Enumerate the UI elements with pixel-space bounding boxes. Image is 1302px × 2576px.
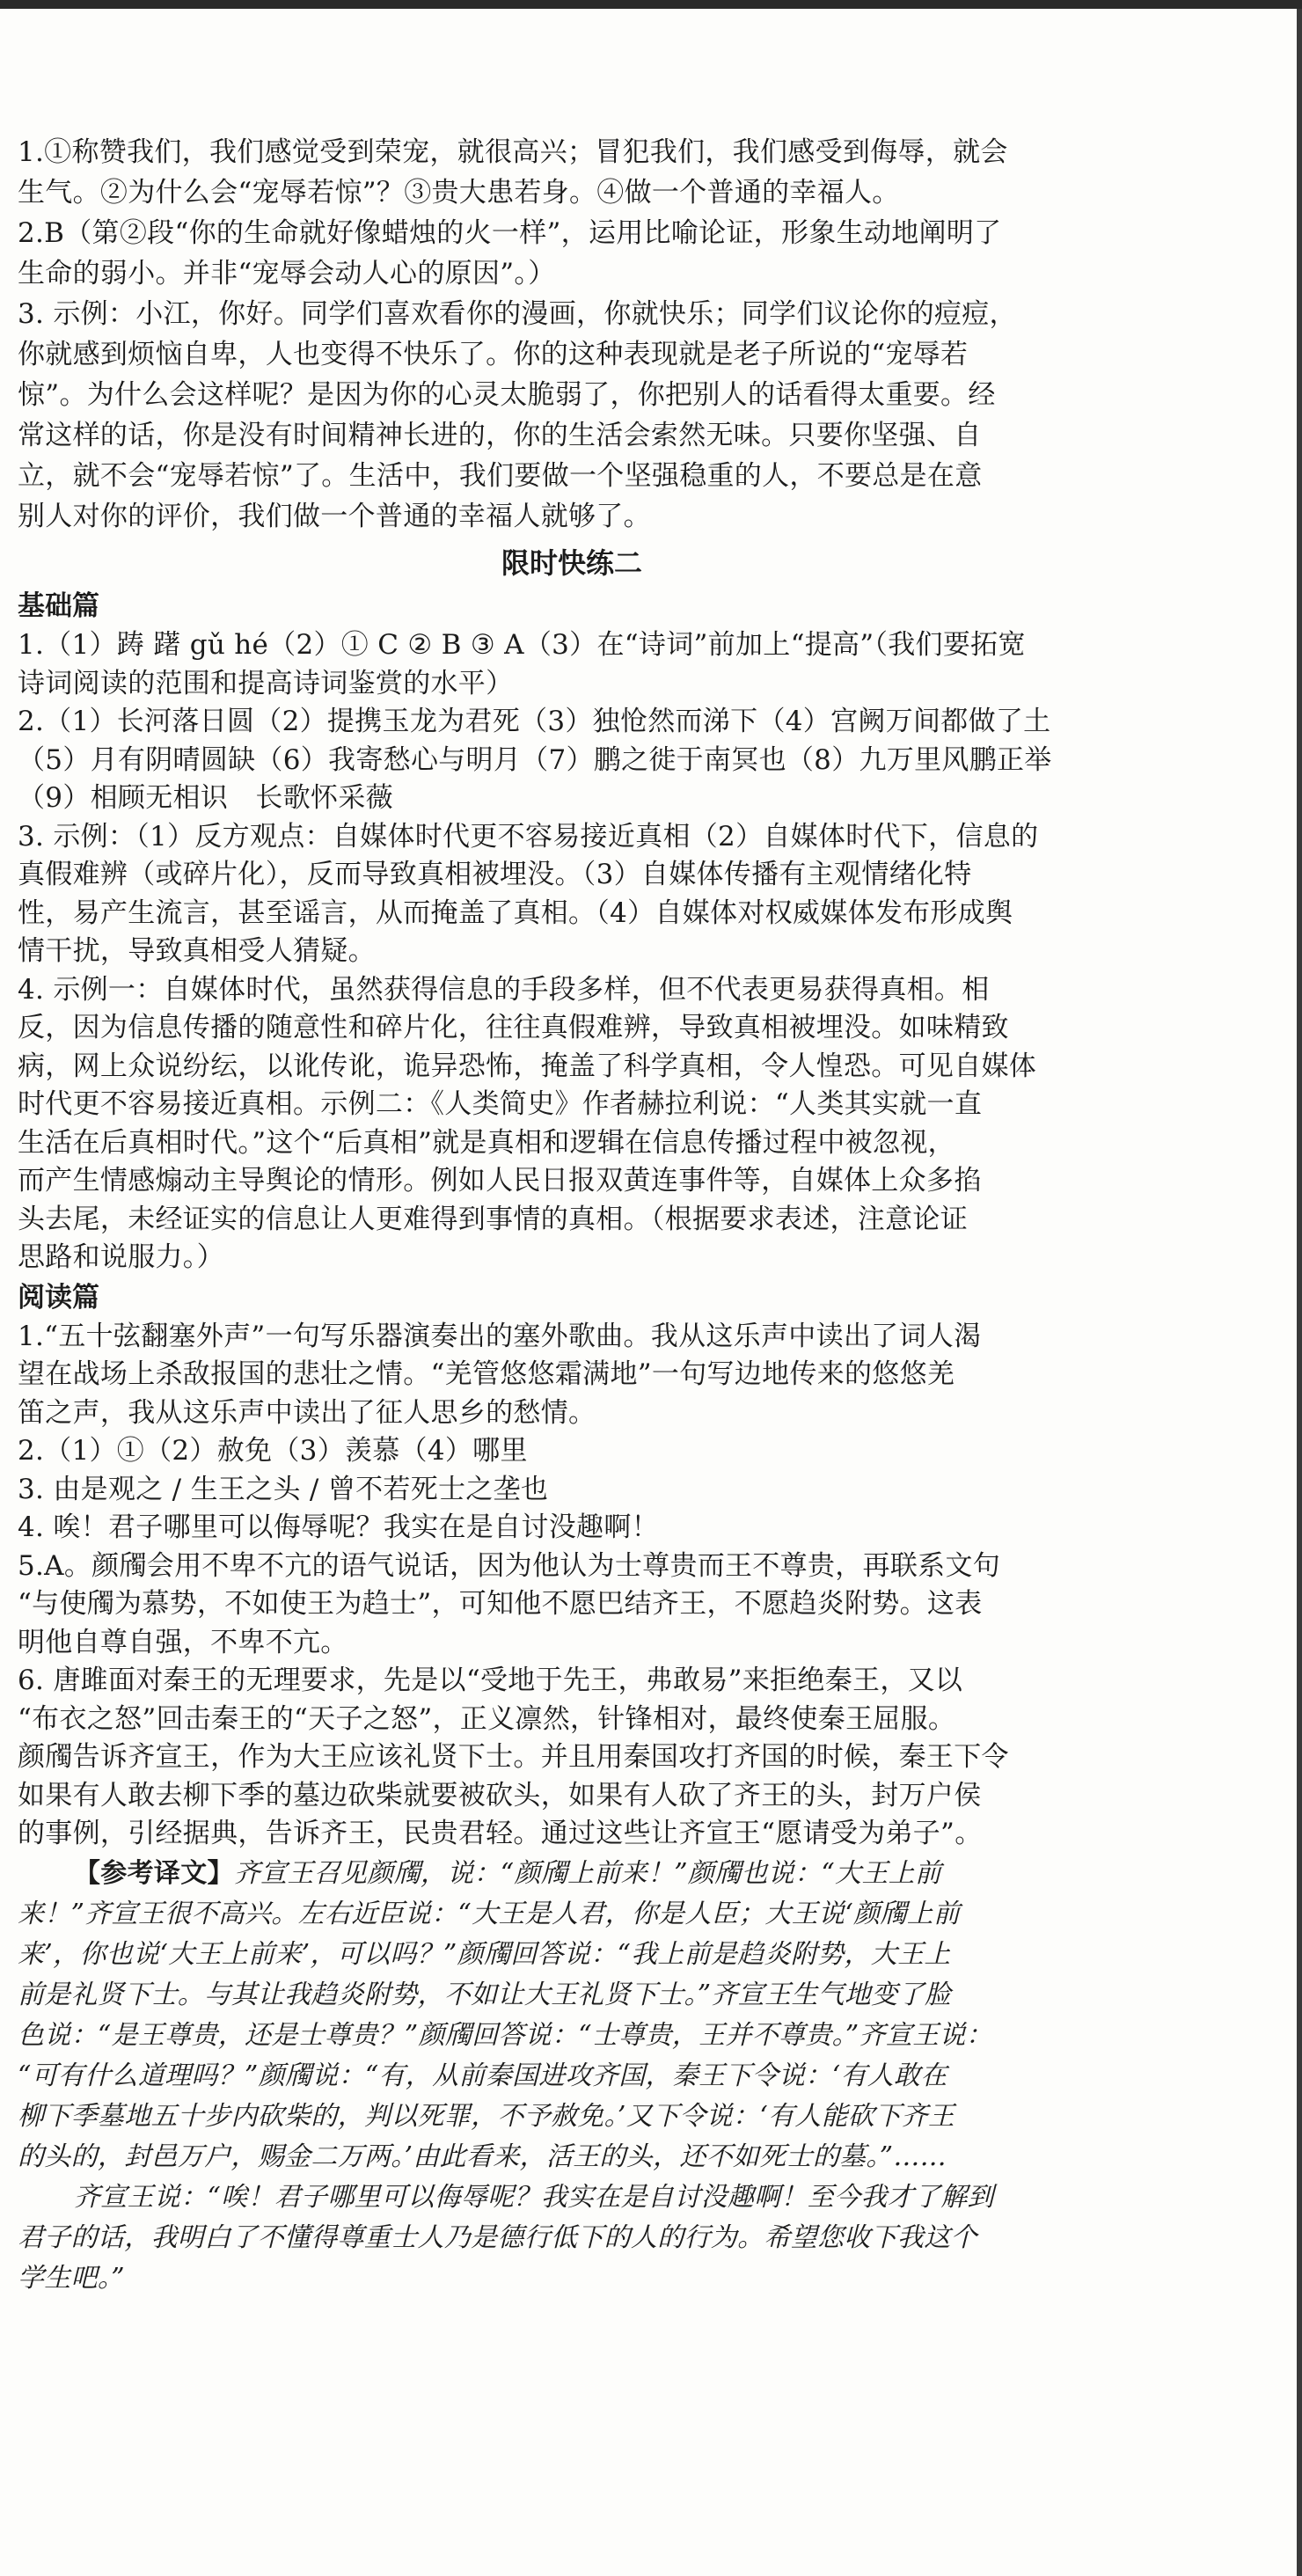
section-heading: 基础篇: [18, 590, 99, 622]
text-line: 前是礼贤下士。与其让我趋炎附势，不如让大王礼贤下士。”齐宣王生气地变了脸: [18, 1979, 952, 2010]
text-line: 1.①称赞我们，我们感觉受到荣宠，就很高兴；冒犯我们，我们感受到侮辱，就会: [18, 136, 1008, 168]
translation-label: 【参考译文】: [74, 1857, 234, 1889]
text-line: 情干扰，导致真相受人猜疑。: [18, 935, 376, 967]
text-line: 2.B（第②段“你的生命就好像蜡烛的火一样”，运用比喻论证，形象生动地阐明了: [18, 217, 1002, 249]
text-line: 来’，你也说‘大王上前来’，可以吗？”颜斶回答说：“我上前是趋炎附势，大王上: [18, 1938, 951, 1970]
text-line: 常这样的话，你是没有时间精神长进的，你的生活会索然无味。只要你坚强、自: [18, 420, 982, 451]
text-line: 生命的弱小。并非“宠辱会动人心的原因”。）: [18, 258, 556, 289]
text-line: 笛之声，我从这乐声中读出了征人思乡的愁情。: [18, 1396, 596, 1429]
text-line: 5.A。颜斶会用不卑不亢的语气说话，因为他认为士尊贵而王不尊贵，再联系文句: [18, 1549, 1001, 1582]
text-line: “与使斶为慕势，不如使王为趋士”，可知他不愿巴结齐王，不愿趋炎附势。这表: [18, 1588, 983, 1620]
text-line: “布衣之怒”回击秦王的“天子之怒”，正义凛然，针锋相对，最终使秦王屈服。: [18, 1702, 956, 1735]
text-line: 性，易产生流言，甚至谣言，从而掩盖了真相。（4）自媒体对权威媒体发布形成舆: [18, 896, 1013, 929]
reading-section: [18, 1277, 1126, 1854]
text-line: 惊”。为什么会这样呢？是因为你的心灵太脆弱了，你把别人的话看得太重要。经: [18, 379, 996, 411]
text-line: 3. 示例：小江，你好。同学们喜欢看你的漫画，你就快乐；同学们议论你的痘痘，: [18, 298, 1017, 330]
text-line: （5）月有阴晴圆缺（6）我寄愁心与明月（7）鹏之徙于南冥也（8）九万里风鹏正举: [18, 743, 1052, 776]
text-line: 1.（1）踌 躇 gǔ hé（2）① C ② B ③ A（3）在“诗词”前加上“提高”（我们要拓宽: [18, 629, 1026, 661]
text-line: 病，网上众说纷纭，以讹传讹，诡异恐怖，掩盖了科学真相，令人惶恐。可见自媒体: [18, 1050, 1037, 1082]
basics-section: [18, 586, 1126, 1277]
text-line: 3. 示例：（1）反方观点：自媒体时代更不容易接近真相（2）自媒体时代下，信息的: [18, 820, 1039, 853]
translation-text: 齐宣王召见颜斶，说：“颜斶上前来！”颜斶也说：“大王上前: [233, 1857, 942, 1889]
text-line: 6. 唐雎面对秦王的无理要求，先是以“受地于先王，弗敢易”来拒绝秦王，又以: [18, 1665, 963, 1696]
scan-top-edge: [0, 0, 1302, 9]
text-line: 而产生情感煽动主导舆论的情形。例如人民日报双黄连事件等，自媒体上众多掐: [18, 1165, 982, 1197]
text-line: （9）相顾无相识 长歌怀采薇: [18, 782, 393, 814]
text-line: 如果有人敢去柳下季的墓边砍柴就要被砍头，如果有人砍了齐王的头，封万户侯: [18, 1779, 982, 1811]
text-line: 明他自尊自强，不卑不亢。: [18, 1626, 348, 1658]
text-line: 齐宣王说：“唉！君子哪里可以侮辱呢？我实在是自讨没趣啊！至今我才了解到: [74, 2181, 994, 2213]
text-line: 学生吧。”: [18, 2262, 125, 2294]
section-heading: 阅读篇: [18, 1281, 99, 1314]
text-line: 时代更不容易接近真相。示例二：《人类简史》作者赫拉利说：“人类其实就一直: [18, 1088, 983, 1120]
text-line: 生气。②为什么会“宠辱若惊”？③贵大患若身。④做一个普通的幸福人。: [18, 177, 900, 209]
text-line: 你就感到烦恼自卑，人也变得不快乐了。你的这种表现就是老子所说的“宠辱若: [18, 339, 969, 370]
text-line: 立，就不会“宠辱若惊”了。生活中，我们要做一个坚强稳重的人，不要总是在意: [18, 460, 983, 492]
text-line: 2.（1）长河落日圆（2）提携玉龙为君死（3）独怆然而涕下（4）宫阙万间都做了土: [18, 706, 1051, 737]
text-line: 君子的话，我明白了不懂得尊重士人乃是德行低下的人的行为。希望您收下我这个: [18, 2221, 977, 2253]
text-line: “可有什么道理吗？”颜斶说：“有，从前秦国进攻齐国，秦王下令说：‘有人敢在: [18, 2060, 947, 2091]
text-line: 头去尾，未经证实的信息让人更难得到事情的真相。（根据要求表述，注意论证: [18, 1203, 968, 1235]
text-line: 生活在后真相时代。”这个“后真相”就是真相和逻辑在信息传播过程中被忽视，: [18, 1126, 955, 1159]
text-line: 2.（1）①（2）赦免（3）羡慕（4）哪里: [18, 1435, 528, 1467]
text-line: 反，因为信息传播的随意性和碎片化，往往真假难辨，导致真相被埋没。如味精致: [18, 1012, 1009, 1043]
page-title: 限时快练二: [501, 546, 642, 580]
text-line: 柳下季墓地五十步内砍柴的，判以死罪，不予赦免。’又下令说：‘有人能砍下齐王: [18, 2100, 955, 2132]
text-line: 来！”齐宣王很不高兴。左右近臣说：“大王是人君，你是人臣；大王说‘颜斶上前: [18, 1898, 961, 1929]
text-line: 3. 由是观之 / 生王之头 / 曾不若死士之垄也: [18, 1473, 549, 1505]
text-line: 的事例，引经据典，告诉齐王，民贵君轻。通过这些让齐宣王“愿请受为弟子”。: [18, 1818, 983, 1849]
text-line: 望在战场上杀敌报国的悲壮之情。“羌管悠悠霜满地”一句写边地传来的悠悠羌: [18, 1358, 955, 1390]
answer-page: [18, 132, 1126, 2299]
reference-translation: [18, 1854, 1126, 2299]
text-line: 颜斶告诉齐宣王，作为大王应该礼贤下士。并且用秦国攻打齐国的时候，秦王下令: [18, 1741, 1009, 1773]
section-1-answers: [18, 132, 1126, 537]
text-line: 别人对你的评价，我们做一个普通的幸福人就够了。: [18, 501, 651, 532]
text-line: 1.“五十弦翻塞外声”一句写乐器演奏出的塞外歌曲。我从这乐声中读出了词人渴: [18, 1320, 982, 1352]
scan-right-edge: [1297, 9, 1302, 2576]
text-line: 4. 示例一：自媒体时代，虽然获得信息的手段多样，但不代表更易获得真相。相: [18, 973, 990, 1006]
text-line: 4. 唉！君子哪里可以侮辱呢？我实在是自讨没趣啊！: [18, 1511, 659, 1543]
text-line: [18, 1854, 1126, 1894]
text-line: 诗词阅读的范围和提高诗词鉴赏的水平）: [18, 667, 514, 699]
text-line: 的头的，封邑万户，赐金二万两。’由此看来，活王的头，还不如死士的墓。”……: [18, 2141, 947, 2172]
text-line: 色说：“是王尊贵，还是士尊贵？”颜斶回答说：“士尊贵，王并不尊贵。”齐宣王说：: [18, 2019, 993, 2051]
text-line: 思路和说服力。）: [18, 1241, 224, 1273]
text-line: 真假难辨（或碎片化），反而导致真相被埋没。（3）自媒体传播有主观情绪化特: [18, 859, 972, 890]
